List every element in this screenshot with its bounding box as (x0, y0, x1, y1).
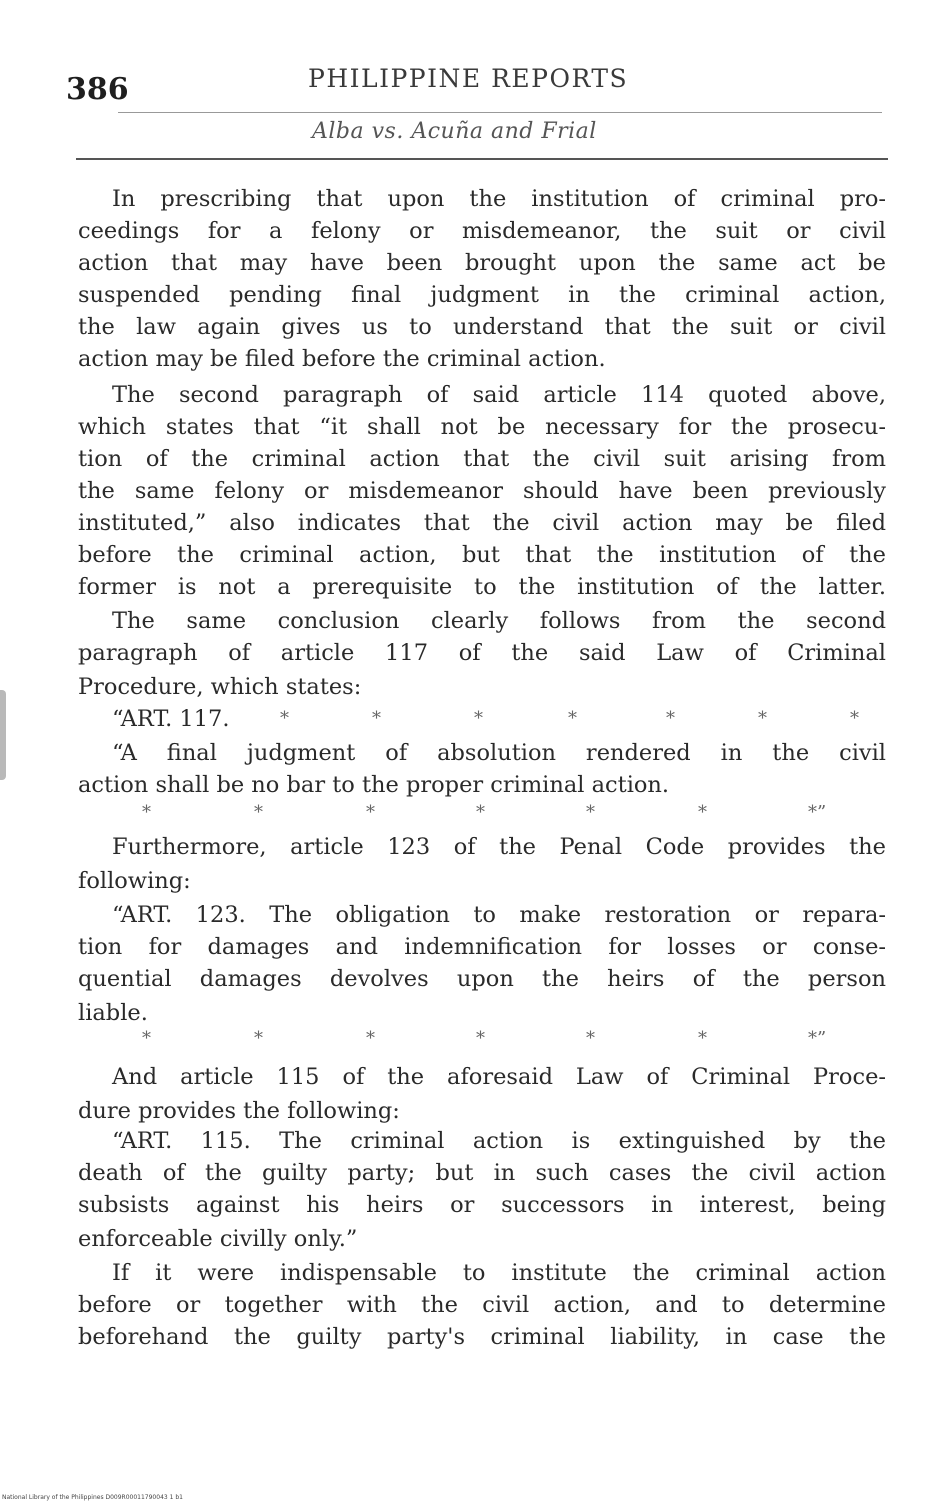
text-line: suspended pending final judgment in the criminal action, (78, 282, 886, 308)
header-rule (118, 112, 882, 113)
text-line: dure provides the following: (78, 1098, 400, 1124)
ellipsis-stars (78, 802, 888, 826)
asterisk: * (142, 802, 151, 823)
ellipsis-stars (78, 708, 888, 732)
text-line: action may be filed before the criminal action. (78, 346, 606, 372)
text-line: the law again gives us to understand that the suit or civil (78, 314, 886, 340)
text-line: which states that “it shall not be necessary for the prosecu- (78, 414, 886, 440)
text-line: before or together with the civil action, and to determine (78, 1292, 886, 1318)
text-line: And article 115 of the aforesaid Law of Criminal Proce- (112, 1064, 886, 1090)
asterisk: * (372, 708, 381, 729)
text-line: death of the guilty party; but in such cases the civil action (78, 1160, 886, 1186)
text-line: action shall be no bar to the proper criminal action. (78, 772, 670, 798)
text-line: The second paragraph of said article 114 quoted above, (112, 382, 886, 408)
asterisk: * (586, 1028, 595, 1049)
scan-credit: National Library of the Philippines D009R00011790043 1 b1 (2, 1494, 183, 1501)
asterisk: * (666, 708, 675, 729)
text-line: tion for damages and indemnification for losses or conse- (78, 934, 886, 960)
asterisk: * (758, 708, 767, 729)
text-line: Furthermore, article 123 of the Penal Code provides the (112, 834, 886, 860)
text-line: before the criminal action, but that the institution of the (78, 542, 886, 568)
text-line: In prescribing that upon the institution of criminal pro- (112, 186, 886, 212)
ellipsis-stars (78, 1028, 888, 1052)
article-heading: “ART. 117. (112, 706, 230, 732)
text-line: quential damages devolves upon the heirs of the person (78, 966, 886, 992)
asterisk: * (698, 1028, 707, 1049)
asterisk: * (476, 802, 485, 823)
text-line: ceedings for a felony or misdemeanor, the suit or civil (78, 218, 886, 244)
asterisk: * (254, 802, 263, 823)
page-number: 386 (66, 72, 129, 107)
running-title: PHILIPPINE REPORTS (308, 64, 629, 93)
text-line: Procedure, which states: (78, 674, 362, 700)
asterisk-close: *” (808, 1028, 827, 1049)
text-line: If it were indispensable to institute the criminal action (112, 1260, 886, 1286)
text-line: “A final judgment of absolution rendered in the civil (112, 740, 886, 766)
case-title: Alba vs. Acuña and Frial (312, 119, 597, 144)
asterisk: * (366, 802, 375, 823)
text-line: subsists against his heirs or successors in interest, being (78, 1192, 886, 1218)
asterisk: * (474, 708, 483, 729)
text-line: liable. (78, 1000, 148, 1026)
asterisk: * (698, 802, 707, 823)
text-line: tion of the criminal action that the civil suit arising from (78, 446, 886, 472)
text-line: paragraph of article 117 of the said Law of Criminal (78, 640, 886, 666)
text-line: instituted,” also indicates that the civil action may be filed (78, 510, 886, 536)
asterisk-close: *” (808, 802, 827, 823)
asterisk: * (254, 1028, 263, 1049)
asterisk: * (476, 1028, 485, 1049)
text-line: beforehand the guilty party's criminal liability, in case the (78, 1324, 886, 1350)
text-line: following: (78, 868, 191, 894)
text-line: action that may have been brought upon the same act be (78, 250, 886, 276)
text-line: The same conclusion clearly follows from the second (112, 608, 886, 634)
asterisk: * (586, 802, 595, 823)
text-line: enforceable civilly only.” (78, 1226, 358, 1252)
text-line: “ART. 115. The criminal action is extinguished by the (112, 1128, 886, 1154)
asterisk: * (280, 708, 289, 729)
asterisk: * (850, 708, 859, 729)
asterisk: * (142, 1028, 151, 1049)
binding-shadow (0, 690, 6, 780)
text-line: the same felony or misdemeanor should have been previously (78, 478, 886, 504)
header-divider (76, 158, 888, 160)
asterisk: * (568, 708, 577, 729)
text-line: “ART. 123. The obligation to make restoration or repara- (112, 902, 886, 928)
asterisk: * (366, 1028, 375, 1049)
text-line: former is not a prerequisite to the institution of the latter. (78, 574, 886, 600)
